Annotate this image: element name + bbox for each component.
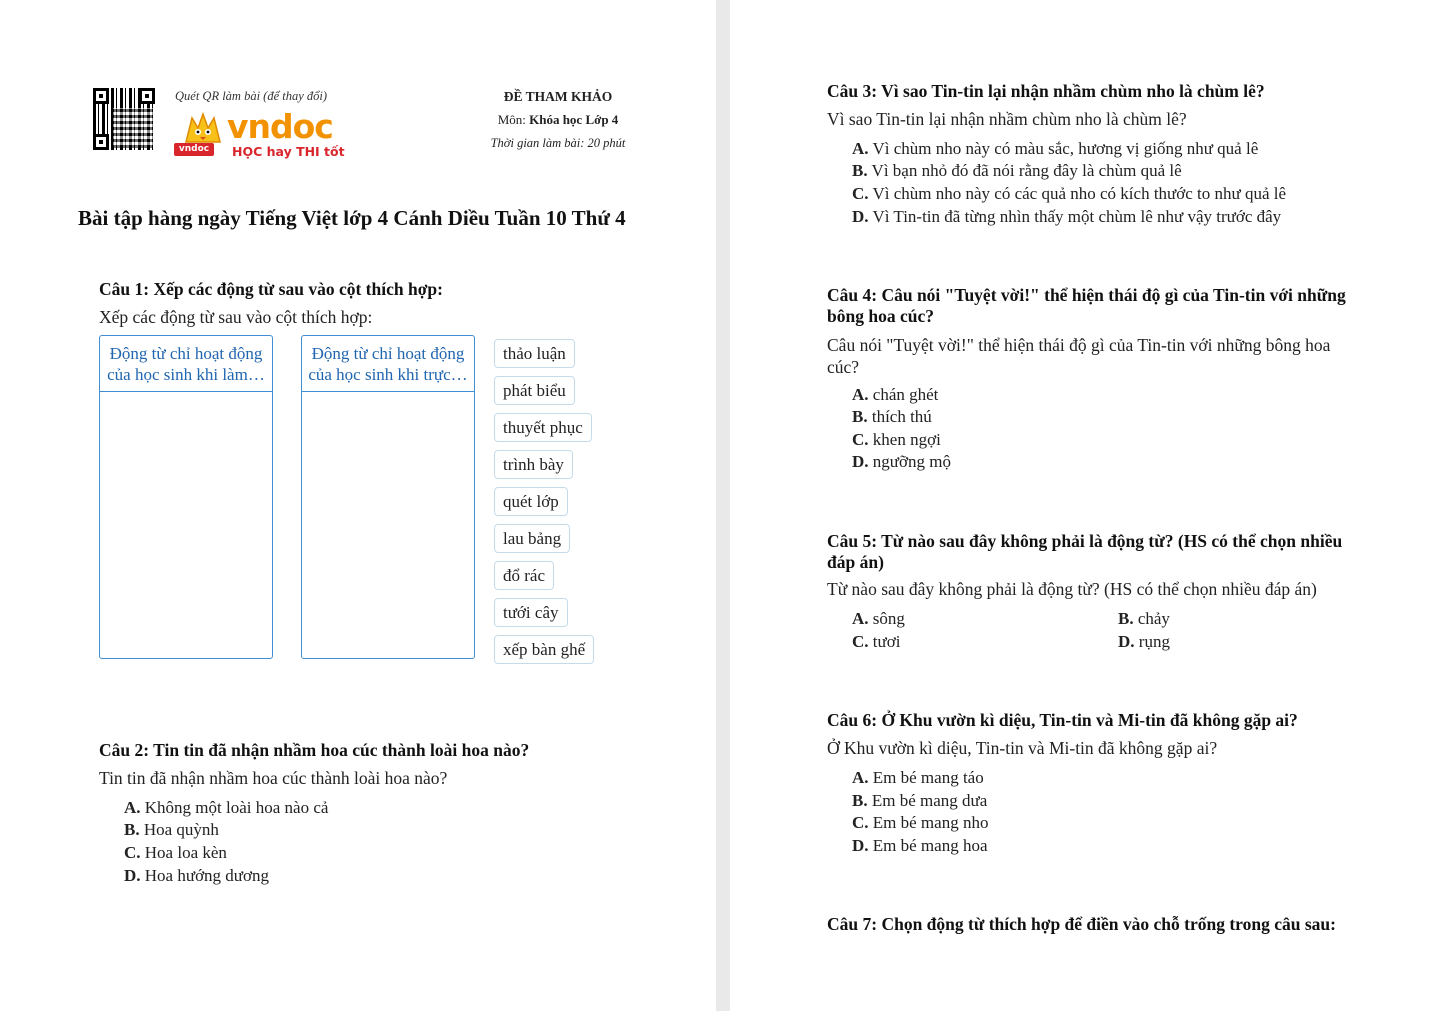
q2-option-b[interactable]: B. Hoa quỳnh	[124, 820, 219, 839]
q4-option-a[interactable]: A. chán ghét	[852, 385, 939, 404]
qr-code[interactable]	[93, 88, 155, 150]
q5-title: Câu 5: Từ nào sau đây không phải là động từ? (HS có thể chọn nhiều đáp án)	[827, 531, 1343, 572]
q6-option-d[interactable]: D. Em bé mang hoa	[852, 836, 988, 855]
time-limit: Thời gian làm bài: 20 phút	[490, 136, 626, 150]
q5-option-d[interactable]: D. rụng	[1118, 632, 1170, 651]
q5-option-c[interactable]: C. tươi	[852, 632, 901, 651]
q5-text: Từ nào sau đây không phải là động từ? (HS có thể chọn nhiều đáp án)	[827, 579, 1317, 599]
page-left	[0, 0, 716, 1011]
q3-title: Câu 3: Vì sao Tin-tin lại nhận nhầm chùm nho là chùm lê?	[827, 81, 1265, 101]
q6-option-c[interactable]: C. Em bé mang nho	[852, 813, 989, 832]
q1-word-chip[interactable]: tưới cây	[494, 598, 568, 627]
exam-type: ĐỀ THAM KHẢO	[503, 89, 613, 104]
q1-word-chip[interactable]: trình bày	[494, 450, 573, 479]
q1-word-chip[interactable]: thuyết phục	[494, 413, 592, 442]
q2-option-c[interactable]: C. Hoa loa kèn	[124, 843, 227, 862]
q1-column-header-1: Động từ chỉ hoạt động của học sinh khi làm…	[100, 336, 272, 392]
q4-title: Câu 4: Câu nói "Tuyệt vời!" thể hiện thái độ gì của Tin-tin với những bông hoa cúc?	[827, 285, 1346, 326]
q1-word-chip[interactable]: quét lớp	[494, 487, 568, 516]
q1-dropzone-1[interactable]	[99, 335, 273, 659]
q1-text: Xếp các động từ sau vào cột thích hợp:	[99, 307, 373, 327]
q6-title: Câu 6: Ở Khu vườn kì diệu, Tin-tin và Mi-tin đã không gặp ai?	[827, 710, 1298, 730]
q6-option-a[interactable]: A. Em bé mang táo	[852, 768, 984, 787]
page-title: Bài tập hàng ngày Tiếng Việt lớp 4 Cánh Diều Tuần 10 Thứ 4	[78, 206, 626, 230]
q1-word-chip[interactable]: lau bảng	[494, 524, 570, 553]
q3-option-d[interactable]: D. Vì Tin-tin đã từng nhìn thấy một chùm lê như vậy trước đây	[852, 207, 1282, 226]
q6-option-b[interactable]: B. Em bé mang dưa	[852, 791, 988, 810]
q2-title: Câu 2: Tin tin đã nhận nhầm hoa cúc thành loài hoa nào?	[99, 740, 530, 760]
q1-title: Câu 1: Xếp các động từ sau vào cột thích hợp:	[99, 279, 443, 299]
vndoc-logo: vndoc	[227, 107, 333, 146]
q1-column-header-2: Động từ chỉ hoạt động của học sinh khi trực…	[302, 336, 474, 392]
q3-text: Vì sao Tin-tin lại nhận nhầm chùm nho là chùm lê?	[827, 109, 1187, 129]
q1-word-chip[interactable]: đổ rác	[494, 561, 554, 590]
q5-option-a[interactable]: A. sông	[852, 609, 905, 628]
q3-option-c[interactable]: C. Vì chùm nho này có các quả nho có kích thước to như quả lê	[852, 184, 1287, 203]
vndoc-mascot-icon	[182, 112, 224, 144]
q7-title: Câu 7: Chọn động từ thích hợp để điền vào chỗ trống trong câu sau:	[827, 914, 1336, 934]
q2-option-d[interactable]: D. Hoa hướng dương	[124, 866, 270, 885]
vndoc-tag: vndoc	[174, 143, 214, 156]
q1-word-chip[interactable]: thảo luận	[494, 339, 575, 368]
q1-word-chip[interactable]: phát biểu	[494, 376, 575, 405]
vndoc-slogan: HỌC hay THI tốt	[232, 144, 345, 159]
q2-option-a[interactable]: A. Không một loài hoa nào cả	[124, 798, 329, 817]
q3-option-b[interactable]: B. Vì bạn nhỏ đó đã nói rằng đây là chùm quả lê	[852, 161, 1182, 180]
q3-option-a[interactable]: A. Vì chùm nho này có màu sắc, hương vị giống như quả lê	[852, 139, 1259, 158]
q5-option-b[interactable]: B. chảy	[1118, 609, 1170, 628]
q4-text: Câu nói "Tuyệt vời!" thể hiện thái độ gì của Tin-tin với những bông hoa cúc?	[827, 335, 1331, 377]
subject-line: Môn: Khóa học Lớp 4	[497, 112, 619, 127]
q6-text: Ở Khu vườn kì diệu, Tin-tin và Mi-tin đã không gặp ai?	[827, 738, 1218, 758]
q1-dropzone-2[interactable]	[301, 335, 475, 659]
qr-caption: Quét QR làm bài (để thay đổi)	[175, 89, 328, 103]
q4-option-b[interactable]: B. thích thú	[852, 407, 932, 426]
q1-word-chip[interactable]: xếp bàn ghế	[494, 635, 594, 664]
q4-option-c[interactable]: C. khen ngợi	[852, 430, 941, 449]
q2-text: Tin tin đã nhận nhầm hoa cúc thành loài hoa nào?	[99, 768, 448, 788]
q4-option-d[interactable]: D. ngưỡng mộ	[852, 452, 951, 471]
